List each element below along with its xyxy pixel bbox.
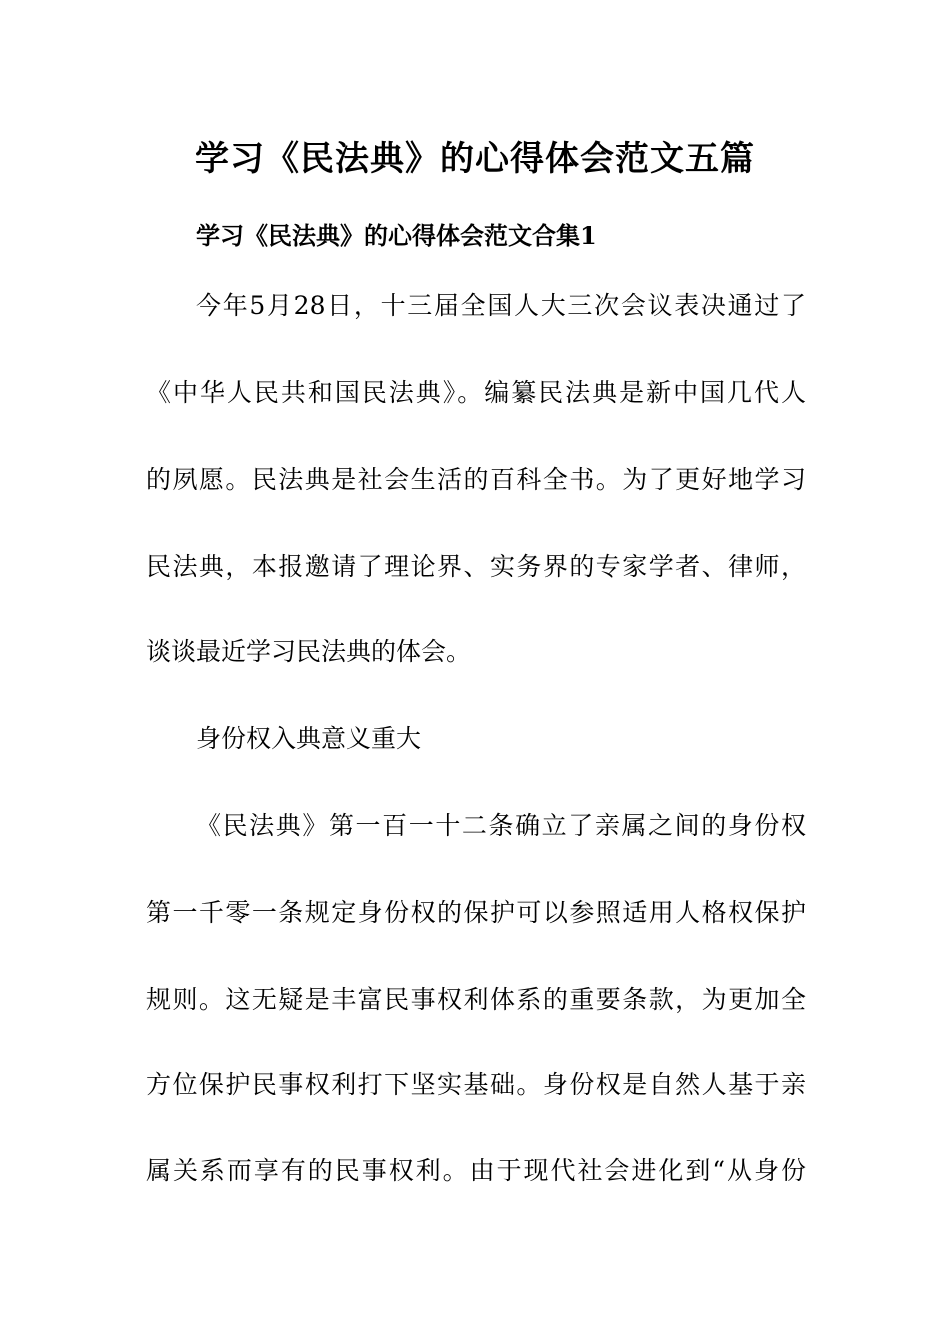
paragraph-line: 《民法典》第一百一十二条确立了亲属之间的身份权 [196,811,806,840]
paragraph-line: 民法典，本报邀请了理论界、实务界的专家学者、律师， [146,552,806,581]
paragraph-line: 规则。这无疑是丰富民事权利体系的重要条款，为更加全 [146,985,806,1014]
paragraph-line: 第一千零一条规定身份权的保护可以参照适用人格权保护 [146,898,806,927]
paragraph-line: 谈谈最近学习民法典的体会。 [146,637,472,666]
section-heading: 学习《民法典》的心得体会范文合集1 [196,221,597,250]
document-title: 学习《民法典》的心得体会范文五篇 [195,139,755,179]
paragraph-line: 今年5月28日，十三届全国人大三次会议表决通过了 [196,291,806,320]
paragraph-line: 方位保护民事权利打下坚实基础。身份权是自然人基于亲 [146,1070,806,1099]
paragraph-line: 《中华人民共和国民法典》。编纂民法典是新中国几代人 [146,378,806,407]
paragraph-line: 属关系而享有的民事权利。由于现代社会进化到“从身份 [146,1156,806,1185]
paragraph-line: 的夙愿。民法典是社会生活的百科全书。为了更好地学习 [146,465,806,494]
subheading-line: 身份权入典意义重大 [196,724,422,753]
